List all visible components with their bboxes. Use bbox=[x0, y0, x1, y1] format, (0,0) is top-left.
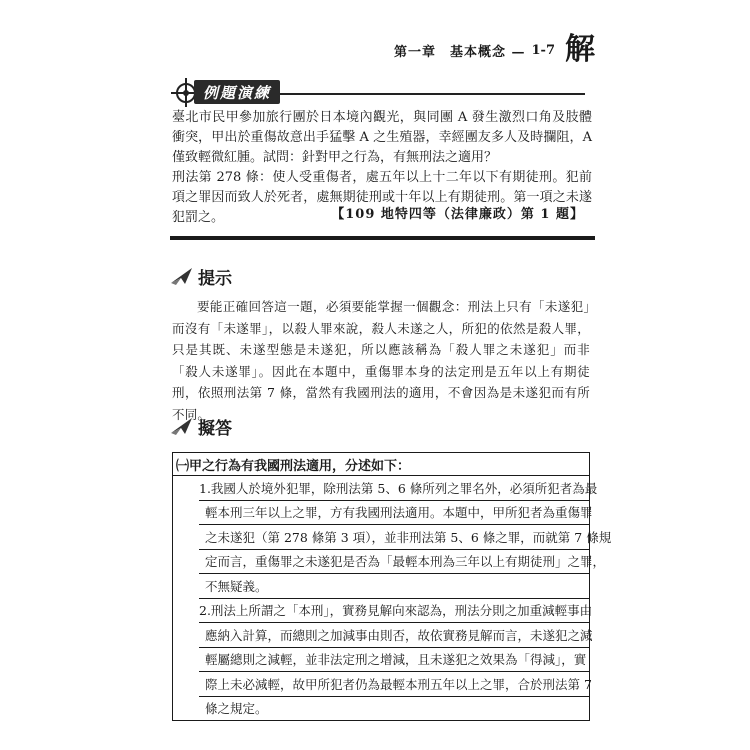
answer-line: 之未遂犯（第 278 條第 3 項），並非刑法第 5、6 條之罪，而就第 7 條規 bbox=[199, 525, 589, 550]
statute-paragraph: 刑法第 278 條：使人受重傷者，處五年以上十二年以下有期徒刑。犯前項之罪因而致人於死者，處無期徒刑或十年以上有期徒刑。第一項之未遂犯罰之。 bbox=[172, 170, 592, 225]
answer-heading bbox=[170, 414, 232, 438]
chapter-title: 第一章 基本概念 — bbox=[393, 44, 526, 60]
answer-line: 輕屬總則之減輕，並非法定刑之增減，且未遂犯之效果為「得減」，實 bbox=[199, 648, 589, 673]
running-header bbox=[380, 30, 595, 70]
answer-line: 際上未必減輕，故甲所犯者仍為最輕本刑五年以上之罪，合於刑法第 7 bbox=[199, 672, 589, 697]
answer-line: 2.刑法上所謂之「本刑」，實務見解向來認為，刑法分則之加重減輕事由 bbox=[199, 599, 589, 624]
page-number: 1-7 bbox=[531, 42, 555, 58]
hint-paragraph: 要能正確回答這一題，必須要能掌握一個觀念：刑法上只有「未遂犯」而沒有「未遂罪」，以殺人罪來說，殺人未遂之人，所犯的依然是殺人罪，只是其既、未遂型態是未遂犯，所以應該稱為「殺人罪之未遂犯」而非「殺人未遂罪」。因此在本題中，重傷罪本身的法定刑是五年以上有期徒刑，依照刑法第 7 條，當然有我國刑法的適用，不會因為是未遂犯而有所不同。 bbox=[172, 299, 590, 422]
plane-icon bbox=[170, 416, 194, 436]
question-paragraph: 臺北市民甲參加旅行團於日本境內觀光，與同團 A 發生激烈口角及肢體衝突，甲出於重傷故意出手猛擊 A 之生殖器，幸經團友多人及時攔阻，A 僅致輕微紅腫。試問：針對甲之行為，有無刑法之適用？ bbox=[172, 110, 592, 165]
answer-line: 1.我國人於境外犯罪，除刑法第 5、6 條所列之罪名外，必須所犯者為最 bbox=[199, 476, 589, 501]
header-big-char: 解 bbox=[565, 32, 595, 67]
answer-box bbox=[172, 452, 612, 721]
example-banner-label: 例題演練 bbox=[194, 80, 280, 104]
plane-icon bbox=[170, 266, 194, 286]
answer-line: 不無疑義。 bbox=[199, 574, 589, 599]
answer-line: 定而言，重傷罪之未遂犯是否為「最輕本刑為三年以上有期徒刑」之罪， bbox=[199, 550, 589, 575]
hint-heading-label: 提示 bbox=[198, 268, 232, 289]
section-divider bbox=[170, 236, 595, 240]
hint-heading bbox=[170, 264, 232, 288]
example-banner bbox=[170, 80, 585, 106]
hint-text bbox=[172, 296, 590, 425]
answer-line: 條之規定。 bbox=[205, 701, 268, 717]
answer-line: 輕本刑三年以上之罪，方有我國刑法適用。本題中，甲所犯者為重傷罪 bbox=[199, 501, 589, 526]
answer-heading-label: 擬答 bbox=[198, 418, 232, 439]
exam-source: 【109 地特四等（法律廉政）第 1 題】 bbox=[331, 207, 584, 222]
answer-title: ㈠甲之行為有我國刑法適用，分述如下： bbox=[173, 453, 589, 476]
answer-line: 應納入計算，而總則之加減事由則否，故依實務見解而言，未遂犯之減 bbox=[199, 623, 589, 648]
